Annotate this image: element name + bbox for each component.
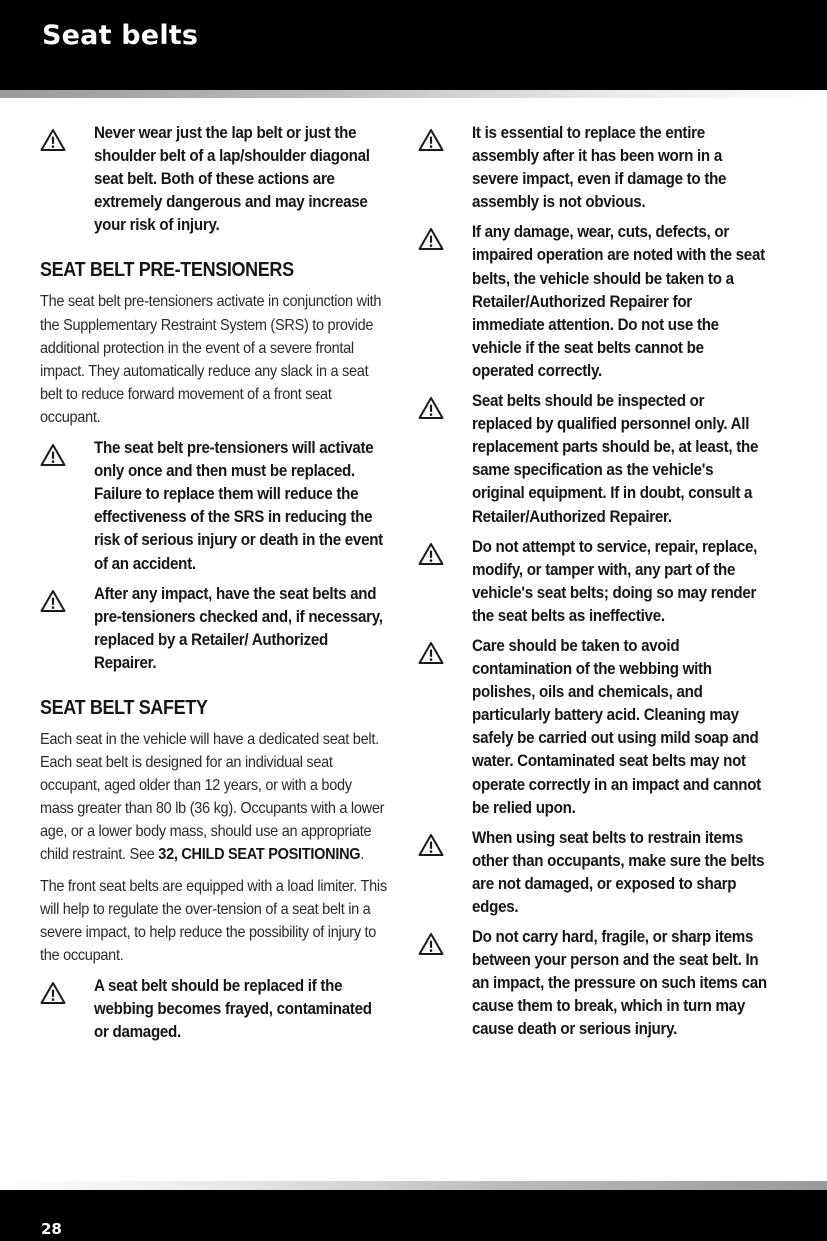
warning-block — [40, 437, 386, 576]
header-divider — [0, 90, 827, 98]
left-column — [40, 122, 386, 1051]
warning-block — [418, 390, 766, 529]
safety-paragraph-1 — [40, 728, 388, 867]
warning-block — [418, 827, 766, 919]
warning-text: Seat belts should be inspected or replaced by qualified personnel only. All replacement parts should be, at least, the same specification as the vehicle's original equipment. If in doubt, consult a Retailer/Authorized Repairer. — [472, 392, 759, 526]
page-footer — [0, 1190, 827, 1241]
warning-triangle-icon — [418, 227, 444, 251]
page-header — [0, 0, 827, 90]
warning-text: Do not carry hard, fragile, or sharp items between your person and the seat belt. In an impact, the pressure on such items can cause them to break, which in turn may cause death or serious injury. — [472, 928, 767, 1039]
warning-block — [418, 221, 766, 383]
warning-text: A seat belt should be replaced if the webbing becomes frayed, contaminated or damaged. — [94, 976, 372, 1042]
warning-block — [418, 122, 766, 214]
safety-paragraph-1-end: . — [360, 846, 365, 864]
warning-text: When using seat belts to restrain items other than occupants, make sure the belts are not damaged, or exposed to sharp edges. — [472, 828, 765, 916]
warning-triangle-icon — [418, 542, 444, 566]
warning-triangle-icon — [40, 128, 66, 152]
safety-paragraph-2: The front seat belts are equipped with a load limiter. This will help to regulate the over-tension of a seat belt in a severe impact, to help reduce the possibility of injury to the occupant. — [40, 877, 387, 964]
page-number: 28 — [41, 1220, 62, 1238]
warning-block — [40, 122, 386, 237]
warning-triangle-icon — [418, 641, 444, 665]
warning-block — [40, 975, 386, 1044]
safety-paragraph-1-text: Each seat in the vehicle will have a dedicated seat belt. Each seat belt is designed for an individual seat occupant, aged older than 12 years, or with a body mass greater than 80 lb (36 kg). Occupants with a lower age, or a lower body mass, should use an appropriate child restraint. See — [40, 730, 385, 864]
warning-block — [418, 536, 766, 628]
page-title: Seat belts — [42, 20, 199, 51]
warning-block — [40, 583, 386, 675]
warning-triangle-icon — [40, 589, 66, 613]
cross-reference-link[interactable]: 32, CHILD SEAT POSITIONING — [158, 846, 361, 864]
footer-divider — [0, 1181, 827, 1190]
section-heading-pretensioners: SEAT BELT PRE-TENSIONERS — [40, 259, 294, 282]
warning-text: It is essential to replace the entire assembly after it has been worn in a severe impact, even if damage to the assembly is not obvious. — [472, 124, 727, 212]
warning-block — [418, 926, 766, 1041]
section-heading-safety: SEAT BELT SAFETY — [40, 696, 208, 719]
warning-text: The seat belt pre-tensioners will activate only once and then must be replaced. Failure to replace them will reduce the effectiveness of the SRS in reducing the risk of serious injury or death in the event of an accident. — [94, 439, 383, 573]
warning-text: After any impact, have the seat belts and pre-tensioners checked and, if necessary, replaced by a Retailer/ Authorized Repairer. — [94, 584, 383, 672]
warning-triangle-icon — [418, 833, 444, 857]
warning-text: If any damage, wear, cuts, defects, or impaired operation are noted with the seat belts, the vehicle should be taken to a Retailer/Authorized Repairer for immediate attention. Do not use the vehicle if the seat belts cannot be operated correctly. — [472, 223, 765, 380]
warning-triangle-icon — [40, 443, 66, 467]
warning-text: Never wear just the lap belt or just the shoulder belt of a lap/shoulder diagonal seat belt. Both of these actions are extremely dangerous and may increase your risk of injury. — [94, 124, 370, 235]
right-column — [418, 122, 766, 1049]
warning-triangle-icon — [418, 128, 444, 152]
pretensioners-paragraph: The seat belt pre-tensioners activate in conjunction with the Supplementary Restraint System (SRS) to provide additional protection in the event of a severe frontal impact. They automatically reduce any slack in a seat belt to reduce forward movement of a front seat occupant. — [40, 293, 382, 426]
warning-block — [418, 635, 766, 820]
warning-text: Care should be taken to avoid contamination of the webbing with polishes, oils and chemicals, and particularly battery acid. Cleaning may safely be carried out using mild soap and water. Contaminated seat belts may not operate correctly in an impact and cannot be relied upon. — [472, 636, 761, 817]
warning-text: Do not attempt to service, repair, replace, modify, or tamper with, any part of the vehicle's seat belts; doing so may render the seat belts as ineffective. — [472, 537, 758, 625]
warning-triangle-icon — [418, 932, 444, 956]
warning-triangle-icon — [418, 396, 444, 420]
warning-triangle-icon — [40, 981, 66, 1005]
